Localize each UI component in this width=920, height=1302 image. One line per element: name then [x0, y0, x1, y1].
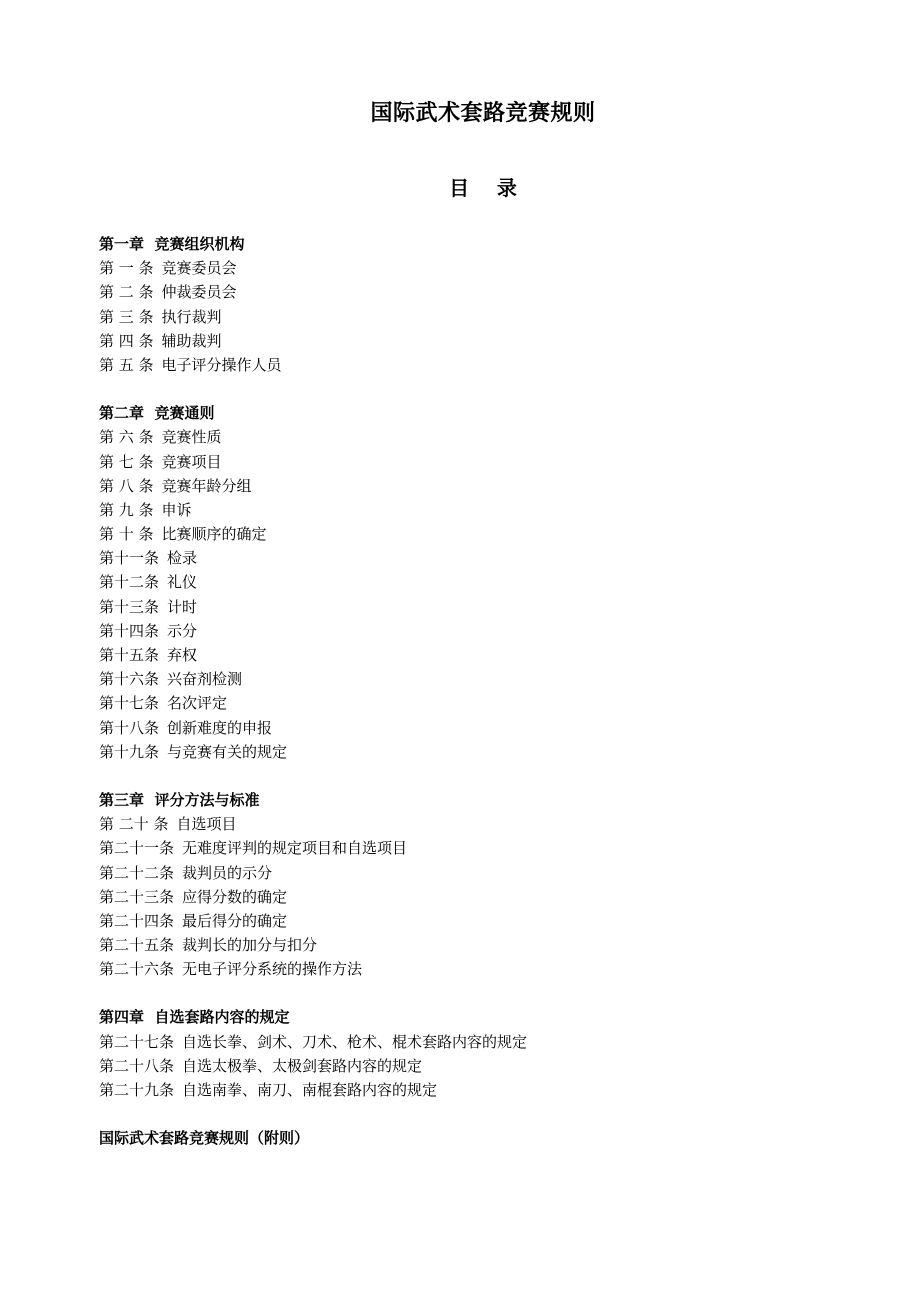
- article-number: 第二十九条: [99, 1081, 175, 1099]
- toc-entry: [99, 957, 859, 981]
- toc-entry: [99, 643, 859, 667]
- chapter-1: [99, 232, 859, 377]
- article-title: 创新难度的申报: [167, 718, 273, 737]
- page-title: 国际武术套路竞赛规则: [370, 101, 596, 126]
- article-number: 第 七 条: [99, 452, 154, 471]
- article-title: 无难度评判的规定项目和自选项目: [182, 839, 408, 858]
- article-number: 第 二 条: [99, 283, 154, 302]
- article-number: 第十一条: [99, 549, 160, 568]
- article-title: 自选南拳、南刀、南棍套路内容的规定: [182, 1081, 438, 1099]
- toc-entry: [99, 450, 859, 474]
- toc-entry: [99, 546, 859, 570]
- article-title: 自选项目: [176, 815, 237, 834]
- appendix-title: 国际武术套路竞赛规则（附则）: [99, 1129, 310, 1148]
- article-title: 无电子评分系统的操作方法: [182, 960, 363, 979]
- toc-entry: [99, 836, 859, 860]
- article-number: 第 五 条: [99, 355, 154, 374]
- article-title: 执行裁判: [161, 307, 222, 326]
- toc-entry: [99, 522, 859, 546]
- article-number: 第十九条: [99, 742, 160, 761]
- chapter-3: [99, 788, 859, 982]
- article-title: 检录: [167, 549, 198, 568]
- article-title: 自选太极拳、太极剑套路内容的规定: [182, 1056, 423, 1075]
- article-title: 礼仪: [167, 573, 198, 592]
- article-number: 第二十八条: [99, 1056, 175, 1075]
- toc-entry: [99, 256, 859, 280]
- article-number: 第十三条: [99, 597, 160, 616]
- article-number: 第十六条: [99, 670, 160, 689]
- chapter-title: 第二章 竞赛通则: [99, 404, 215, 423]
- article-number: 第十四条: [99, 621, 160, 640]
- article-title: 辅助裁判: [161, 331, 222, 350]
- toc-entry: [99, 619, 859, 643]
- article-title: 竞赛委员会: [161, 259, 237, 278]
- toc-entry: [99, 474, 859, 498]
- article-number: 第 六 条: [99, 428, 154, 447]
- toc-entry: [99, 667, 859, 691]
- article-number: 第二十三条: [99, 887, 175, 906]
- toc-entry: [99, 740, 859, 764]
- article-number: 第二十六条: [99, 960, 175, 979]
- article-title: 弃权: [167, 646, 198, 664]
- article-number: 第十五条: [99, 646, 160, 664]
- article-title: 裁判长的加分与扣分: [182, 936, 318, 955]
- toc-entry: [99, 498, 859, 522]
- toc-entry: [99, 691, 859, 715]
- article-title: 竞赛年龄分组: [161, 476, 252, 495]
- toc-entry: [99, 885, 859, 909]
- article-number: 第 一 条: [99, 259, 154, 278]
- toc-entry: [99, 716, 859, 740]
- article-number: 第十二条: [99, 573, 160, 592]
- toc-entry: [99, 425, 859, 449]
- toc-entry: [99, 861, 859, 885]
- article-number: 第 三 条: [99, 307, 154, 326]
- article-title: 竞赛性质: [161, 428, 222, 447]
- article-number: 第 十 条: [99, 525, 154, 544]
- article-number: 第 八 条: [99, 476, 154, 495]
- toc-entry: [99, 1054, 859, 1078]
- article-title: 自选长拳、剑术、刀术、枪术、棍术套路内容的规定: [182, 1032, 528, 1051]
- article-title: 名次评定: [167, 694, 228, 713]
- article-number: 第 九 条: [99, 500, 154, 519]
- toc-entry: [99, 305, 859, 329]
- article-title: 电子评分操作人员: [161, 355, 282, 374]
- toc-entry: [99, 812, 859, 836]
- article-number: 第二十四条: [99, 911, 175, 930]
- chapter-title: 第一章 竞赛组织机构: [99, 235, 245, 253]
- article-title: 比赛顺序的确定: [161, 525, 267, 544]
- article-number: 第二十二条: [99, 863, 175, 882]
- article-title: 竞赛项目: [161, 452, 222, 471]
- article-number: 第二十七条: [99, 1032, 175, 1051]
- table-of-contents: [99, 232, 859, 1150]
- toc-entry: [99, 280, 859, 304]
- article-title: 最后得分的确定: [182, 911, 288, 930]
- chapter-4: [99, 1005, 859, 1102]
- chapter-title: 第四章 自选套路内容的规定: [99, 1008, 290, 1027]
- article-number: 第二十五条: [99, 936, 175, 955]
- article-number: 第二十一条: [99, 839, 175, 858]
- toc-entry: [99, 570, 859, 594]
- chapter-title: 第三章 评分方法与标准: [99, 790, 260, 809]
- article-title: 示分: [167, 621, 198, 640]
- article-title: 申诉: [161, 500, 192, 519]
- toc-entry: [99, 353, 859, 377]
- article-title: 兴奋剂检测: [167, 670, 243, 689]
- article-number: 第十八条: [99, 718, 160, 737]
- article-title: 应得分数的确定: [182, 887, 288, 906]
- article-title: 仲裁委员会: [161, 283, 237, 302]
- article-number: 第 二十 条: [99, 815, 169, 834]
- toc-entry: [99, 909, 859, 933]
- article-title: 与竞赛有关的规定: [167, 742, 288, 761]
- toc-heading: 目 录: [449, 176, 517, 200]
- toc-entry: [99, 1030, 859, 1054]
- toc-entry: [99, 329, 859, 353]
- article-title: 裁判员的示分: [182, 863, 273, 882]
- article-title: 计时: [167, 597, 198, 616]
- toc-entry: [99, 1078, 859, 1102]
- toc-entry: [99, 595, 859, 619]
- toc-entry: [99, 933, 859, 957]
- chapter-2: [99, 401, 859, 764]
- article-number: 第十七条: [99, 694, 160, 713]
- article-number: 第 四 条: [99, 331, 154, 350]
